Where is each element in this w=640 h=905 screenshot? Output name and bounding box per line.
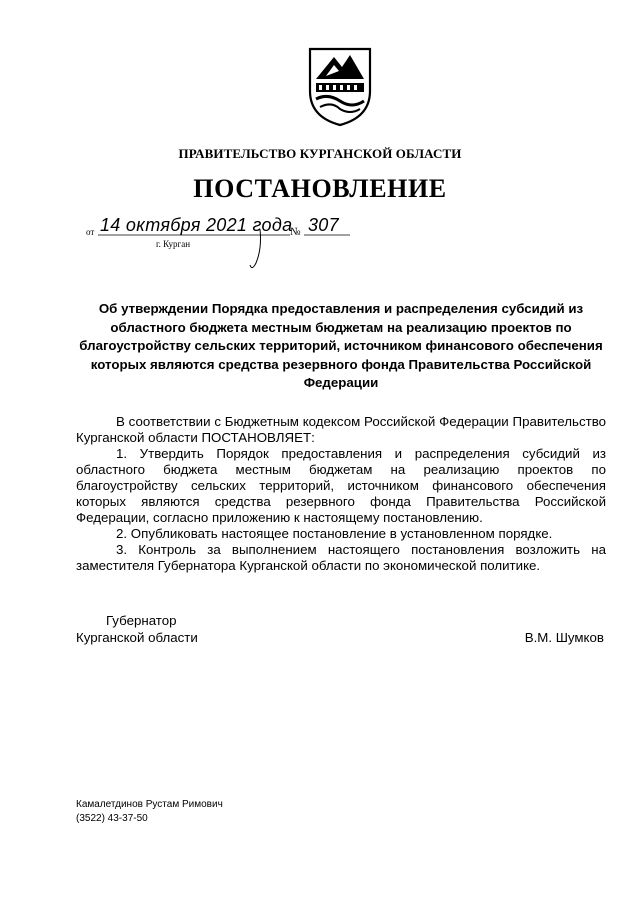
handwritten-number: 307 xyxy=(308,215,339,235)
handwritten-date: 14 октября 2021 года xyxy=(100,215,293,235)
contact-name: Камалетдинов Рустам Римович xyxy=(76,799,223,810)
coat-of-arms-emblem xyxy=(304,43,376,129)
document-body xyxy=(76,414,606,574)
signature-stroke xyxy=(246,227,266,271)
contact-block xyxy=(76,798,223,826)
number-underline xyxy=(304,232,350,238)
document-type: ПОСТАНОВЛЕНИЕ xyxy=(193,174,447,203)
from-label: от xyxy=(86,227,95,237)
signer-name: В.М. Шумков xyxy=(524,630,604,645)
date-number-line xyxy=(86,215,356,271)
contact-phone: (3522) 43-37-50 xyxy=(76,813,148,824)
number-label: № xyxy=(290,226,301,238)
organization-name: ПРАВИТЕЛЬСТВО КУРГАНСКОЙ ОБЛАСТИ xyxy=(178,146,462,161)
signer-position-line2: Курганской области xyxy=(76,630,198,645)
item-2-paragraph: 2. Опубликовать настоящее постановление в установленном порядке. xyxy=(116,526,553,541)
item-3-paragraph: 3. Контроль за выполнением настоящего постановления возложить на заместителя Губернатора Курганской области по экономической политике. xyxy=(76,542,606,573)
item-1-paragraph: 1. Утвердить Порядок предоставления и распределения субсидий из областного бюджета местным бюджетам на реализацию проектов по благоустройству сельских территорий, источником финансового обеспечения которых являются средства резервного фонда Правительства Российской Федерации, согласно приложению к настоящему постановлению. xyxy=(76,446,606,525)
preamble-paragraph: В соответствии с Бюджетным кодексом Российской Федерации Правительство Курганской области ПОСТАНОВЛЯЕТ: xyxy=(76,414,606,445)
document-title: Об утверждении Порядка предоставления и распределения субсидий из областного бюджета местным бюджетам на реализацию проектов по благоустройству сельских территорий, источником финансового обеспечения которых являются средства резервного фонда Правительства Российской Федерации xyxy=(79,301,603,390)
city-label: г. Курган xyxy=(156,239,191,249)
signer-position-line1: Губернатор xyxy=(106,613,177,628)
